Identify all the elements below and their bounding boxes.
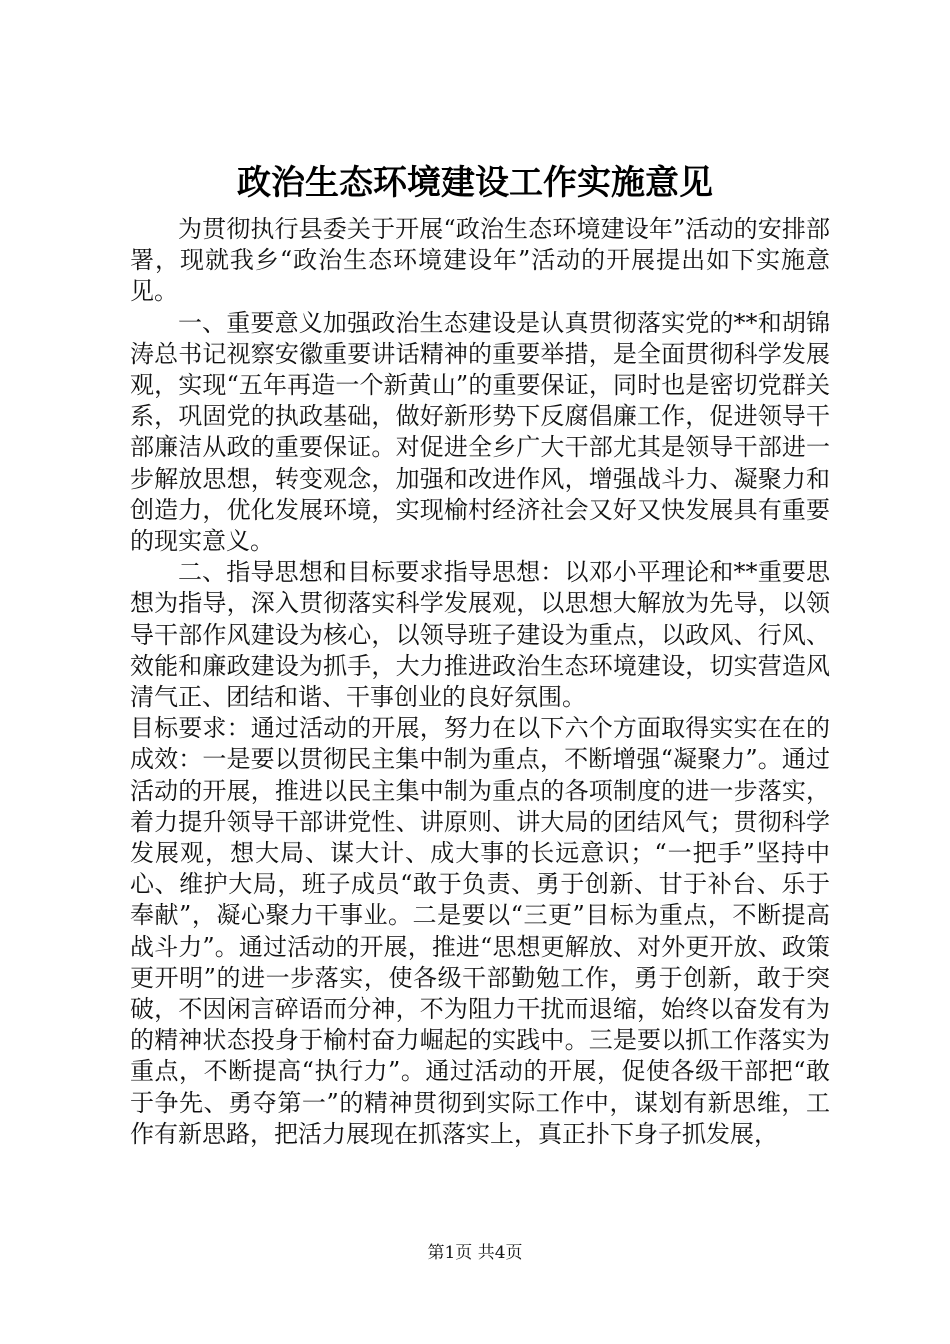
- paragraph-significance: 一、重要意义加强政治生态建设是认真贯彻落实党的**和胡锦涛总书记视察安徽重要讲话精神的重要举措，是全面贯彻科学发展观，实现“五年再造一个新黄山”的重要保证，同时也是密切党群关系，巩固党的执政基础，做好新形势下反腐倡廉工作，促进领导干部廉洁从政的重要保证。对促进全乡广大干部尤其是领导干部进一步解放思想，转变观念，加强和改进作风，增强战斗力、凝聚力和创造力，优化发展环境，实现榆村经济社会又好又快发展具有重要的现实意义。: [130, 308, 830, 556]
- document-body: [130, 214, 830, 1150]
- paragraph-guiding-ideology: 二、指导思想和目标要求指导思想：以邓小平理论和**重要思想为指导，深入贯彻落实科学发展观，以思想大解放为先导，以领导干部作风建设为核心，以领导班子建设为重点，以政风、行风、效能和廉政建设为抓手，大力推进政治生态环境建设，切实营造风清气正、团结和谐、干事创业的良好氛围。: [130, 558, 830, 712]
- document-title: 政治生态环境建设工作实施意见: [237, 163, 713, 203]
- paragraph-goals: 目标要求：通过活动的开展，努力在以下六个方面取得实实在在的成效：一是要以贯彻民主集中制为重点，不断增强“凝聚力”。通过活动的开展，推进以民主集中制为重点的各项制度的进一步落实，着力提升领导干部讲党性、讲原则、讲大局的团结风气；贯彻科学发展观，想大局、谋大计、成大事的长远意识；“一把手”坚持中心、维护大局，班子成员“敢于负责、勇于创新、甘于补台、乐于奉献”，凝心聚力干事业。二是要以“三更”目标为重点，不断提高战斗力”。通过活动的开展，推进“思想更解放、对外更开放、政策更开明”的进一步落实，使各级干部勤勉工作，勇于创新，敢于突破，不因闲言碎语而分神，不为阻力干扰而退缩，始终以奋发有为的精神状态投身于榆村奋力崛起的实践中。三是要以抓工作落实为重点，不断提高“执行力”。通过活动的开展，促使各级干部把“敢于争先、勇夺第一”的精神贯彻到实际工作中，谋划有新思维，工作有新思路，把活力展现在抓落实上，真正扑下身子抓发展，: [130, 714, 830, 1148]
- paragraph-intro: 为贯彻执行县委关于开展“政治生态环境建设年”活动的安排部署，现就我乡“政治生态环境建设年”活动的开展提出如下实施意见。: [130, 215, 830, 306]
- page-footer: 第1页 共4页: [427, 1243, 523, 1263]
